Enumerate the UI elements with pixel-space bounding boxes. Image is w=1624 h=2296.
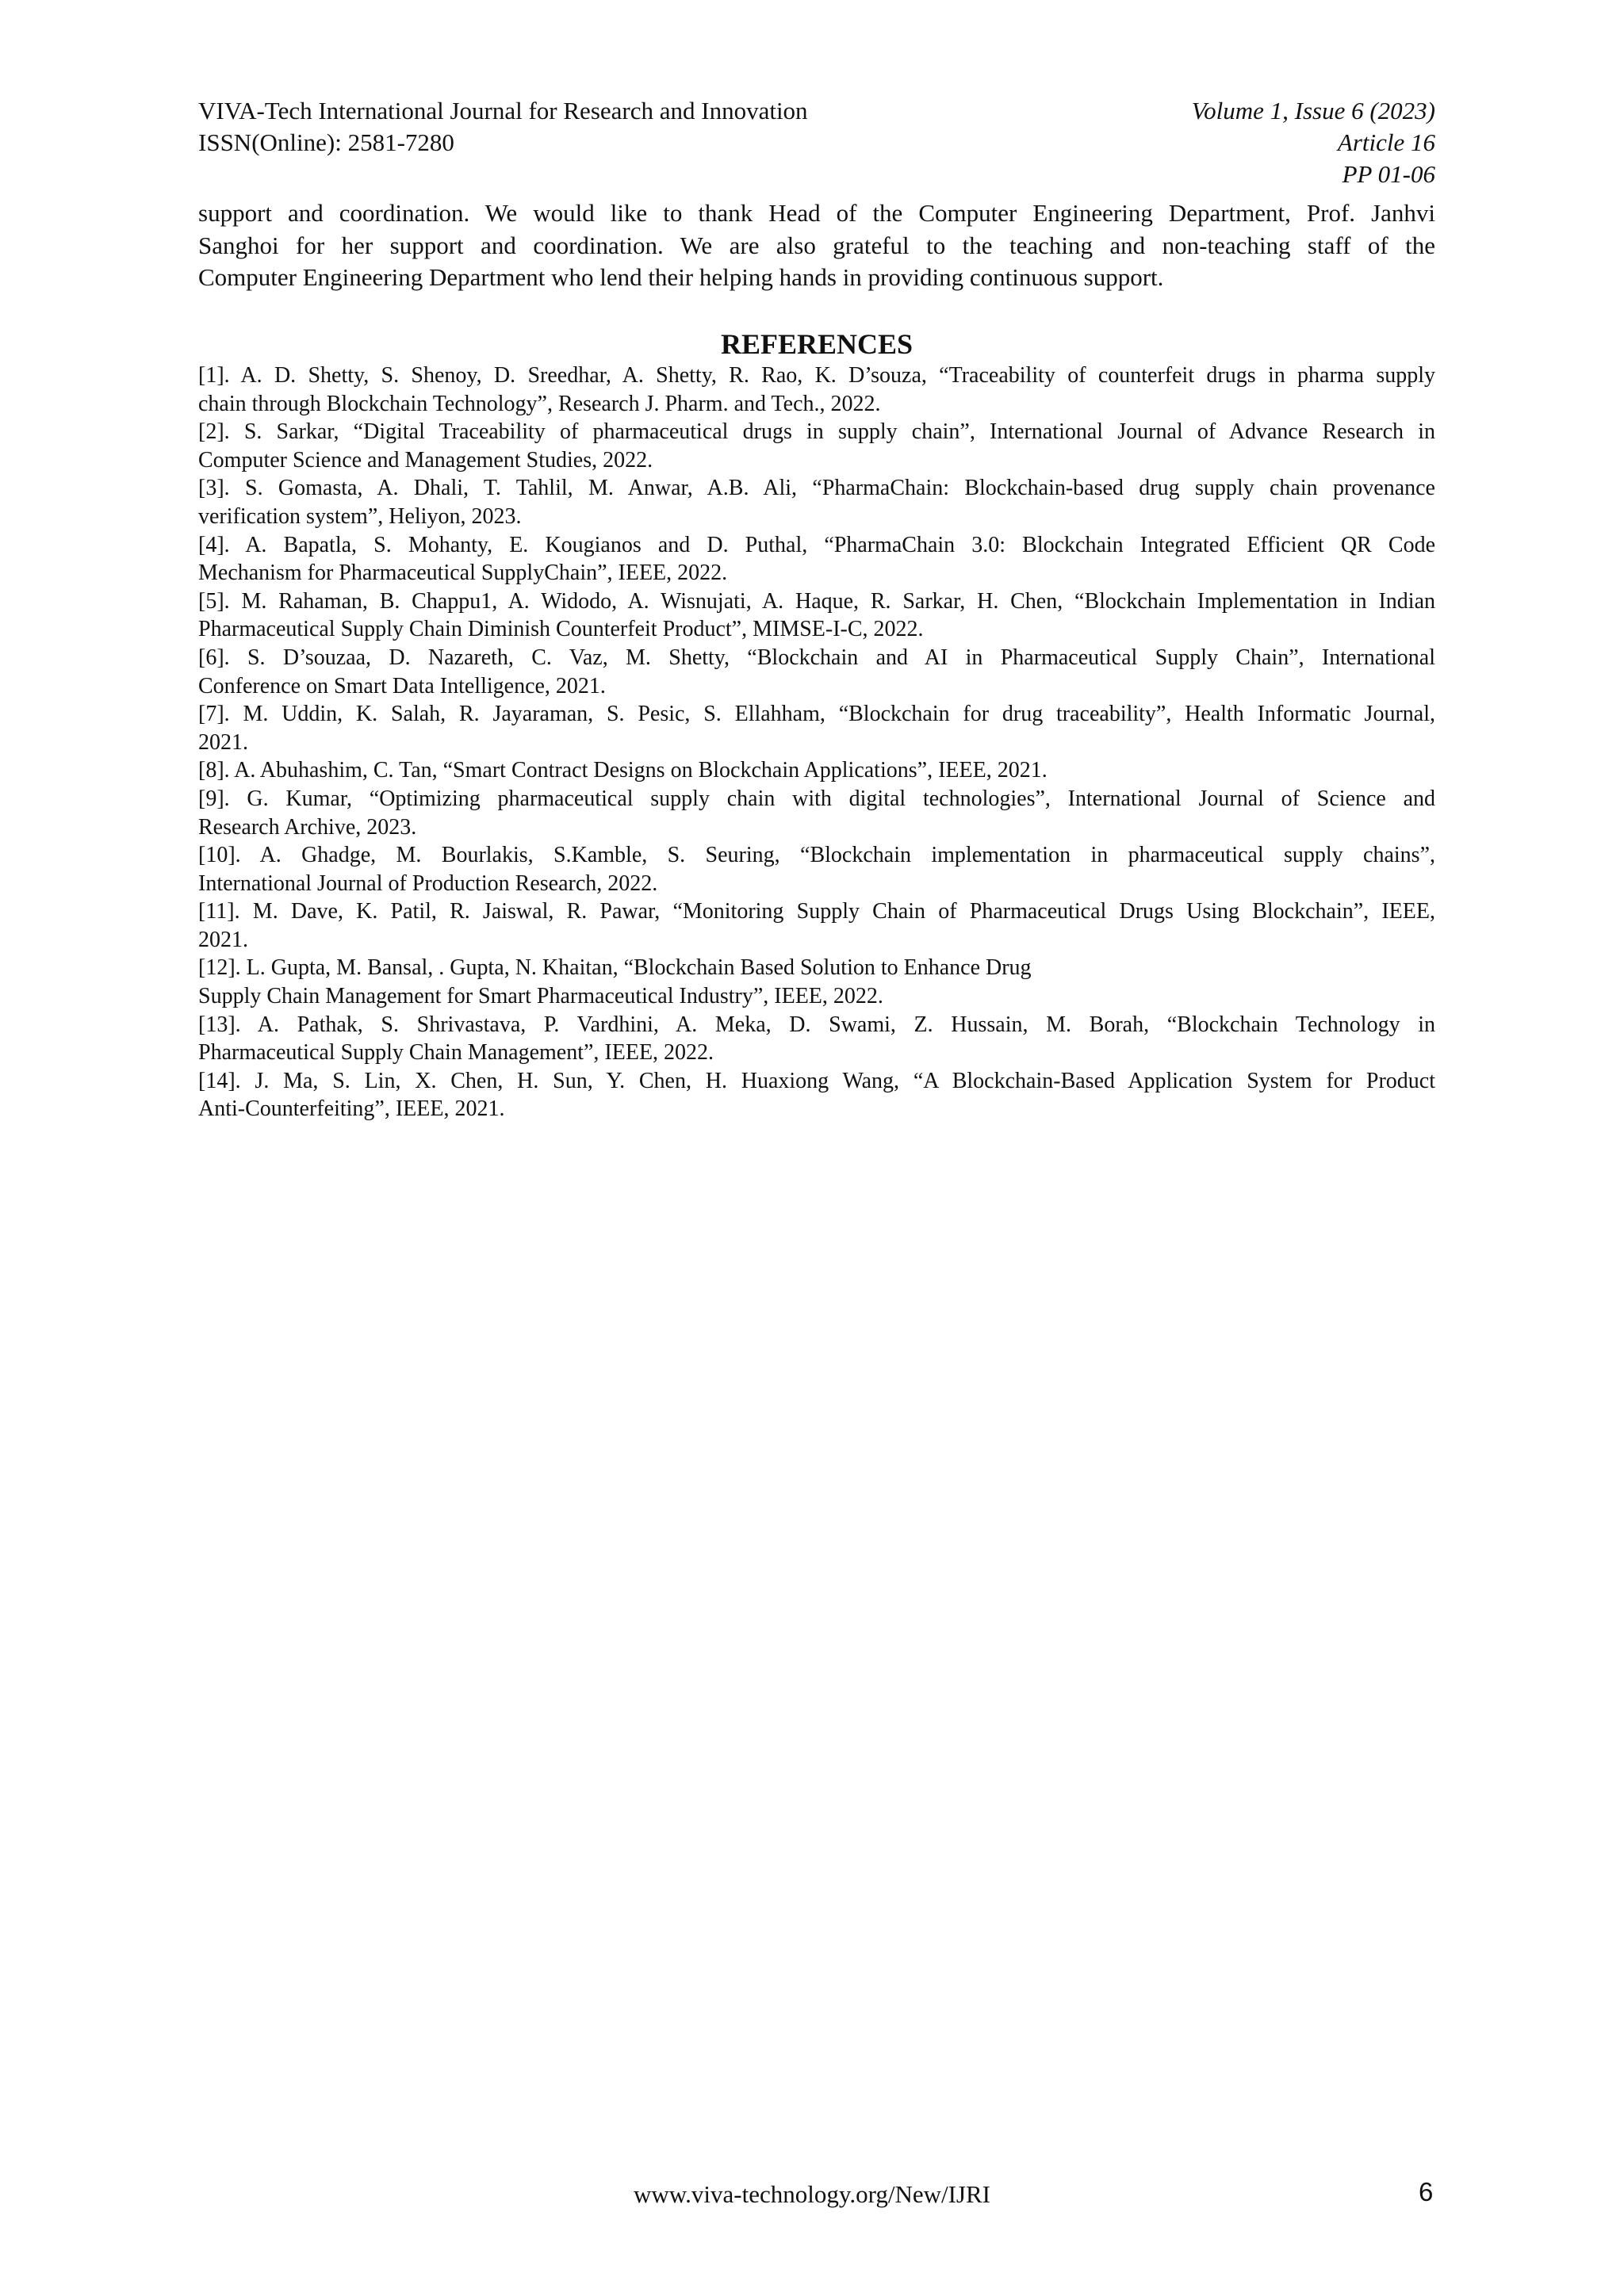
- ack-line: Sanghoi for her support and coordination. We are also grateful to the teaching and non-teaching staff of the: [198, 231, 1435, 259]
- reference-line: [7]. M. Uddin, K. Salah, R. Jayaraman, S. Pesic, S. Ellahham, “Blockchain for drug traceability”, Health Informatic Journal,: [198, 702, 1435, 727]
- reference-line: chain through Blockchain Technology”, Research J. Pharm. and Tech., 2022.: [198, 391, 881, 416]
- reference-line: Computer Science and Management Studies, 2022.: [198, 447, 653, 473]
- footer-url: www.viva-technology.org/New/IJRI: [634, 2180, 990, 2208]
- reference-line: [8]. A. Abuhashim, C. Tan, “Smart Contract Designs on Blockchain Applications”, IEEE, 2021.: [198, 758, 1048, 783]
- page-range: PP 01-06: [1342, 160, 1435, 188]
- reference-line: [5]. M. Rahaman, B. Chappu1, A. Widodo, A. Wisnujati, A. Haque, R. Sarkar, H. Chen, “Blockchain Implementation in Indian: [198, 588, 1435, 614]
- article-number: Article 16: [1337, 128, 1435, 156]
- reference-line: [11]. M. Dave, K. Patil, R. Jaiswal, R. Pawar, “Monitoring Supply Chain of Pharmaceutical Drugs Using Blockchain”, IEEE,: [198, 899, 1435, 924]
- reference-line: 2021.: [198, 927, 248, 952]
- reference-line: [12]. L. Gupta, M. Bansal, . Gupta, N. Khaitan, “Blockchain Based Solution to Enhance Drug: [198, 955, 1032, 981]
- volume-issue: Volume 1, Issue 6 (2023): [1191, 97, 1435, 124]
- reference-line: Research Archive, 2023.: [198, 814, 417, 840]
- reference-line: [13]. A. Pathak, S. Shrivastava, P. Vardhini, A. Meka, D. Swami, Z. Hussain, M. Borah, “Blockchain Technology in: [198, 1012, 1435, 1037]
- issn: ISSN(Online): 2581-7280: [198, 128, 454, 156]
- reference-line: [9]. G. Kumar, “Optimizing pharmaceutical supply chain with digital technologies”, International Journal of Science and: [198, 786, 1435, 811]
- header-left: [198, 95, 808, 159]
- ack-line: Computer Engineering Department who lend their helping hands in providing continuous support.: [198, 263, 1164, 291]
- reference-line: [2]. S. Sarkar, “Digital Traceability of pharmaceutical drugs in supply chain”, International Journal of Advance Research in: [198, 419, 1435, 445]
- page-number: 6: [1419, 2177, 1434, 2206]
- header-right: [1192, 95, 1435, 190]
- references-list: [198, 362, 1435, 1123]
- reference-line: 2021.: [198, 729, 248, 755]
- reference-line: [3]. S. Gomasta, A. Dhali, T. Tahlil, M. Anwar, A.B. Ali, “PharmaChain: Blockchain-based drug supply chain provenance: [198, 476, 1435, 501]
- reference-line: Pharmaceutical Supply Chain Management”, IEEE, 2022.: [198, 1040, 714, 1066]
- reference-line: Pharmaceutical Supply Chain Diminish Counterfeit Product”, MIMSE-I-C, 2022.: [198, 617, 924, 642]
- reference-line: Mechanism for Pharmaceutical SupplyChain”, IEEE, 2022.: [198, 561, 728, 586]
- reference-line: [4]. A. Bapatla, S. Mohanty, E. Kougianos and D. Puthal, “PharmaChain 3.0: Blockchain Integrated Efficient QR Code: [198, 532, 1435, 557]
- ack-line: support and coordination. We would like to thank Head of the Computer Engineering Department, Prof. Janhvi: [198, 199, 1435, 227]
- reference-line: Supply Chain Management for Smart Pharmaceutical Industry”, IEEE, 2022.: [198, 984, 883, 1009]
- reference-line: Conference on Smart Data Intelligence, 2021.: [198, 673, 606, 698]
- reference-line: [10]. A. Ghadge, M. Bourlakis, S.Kamble, S. Seuring, “Blockchain implementation in pharmaceutical supply chains”,: [198, 843, 1435, 868]
- reference-line: [1]. A. D. Shetty, S. Shenoy, D. Sreedhar, A. Shetty, R. Rao, K. D’souza, “Traceability of counterfeit drugs in pharma supply: [198, 363, 1435, 388]
- acknowledgement-paragraph: [198, 197, 1435, 294]
- reference-line: verification system”, Heliyon, 2023.: [198, 503, 522, 529]
- references-heading: REFERENCES: [720, 328, 914, 360]
- reference-line: International Journal of Production Research, 2022.: [198, 871, 658, 896]
- journal-name: VIVA-Tech International Journal for Research and Innovation: [198, 97, 808, 124]
- reference-line: Anti-Counterfeiting”, IEEE, 2021.: [198, 1096, 505, 1122]
- reference-line: [14]. J. Ma, S. Lin, X. Chen, H. Sun, Y. Chen, H. Huaxiong Wang, “A Blockchain-Based Application System for Product: [198, 1068, 1435, 1093]
- reference-line: [6]. S. D’souzaa, D. Nazareth, C. Vaz, M. Shetty, “Blockchain and AI in Pharmaceutical Supply Chain”, International: [198, 645, 1435, 670]
